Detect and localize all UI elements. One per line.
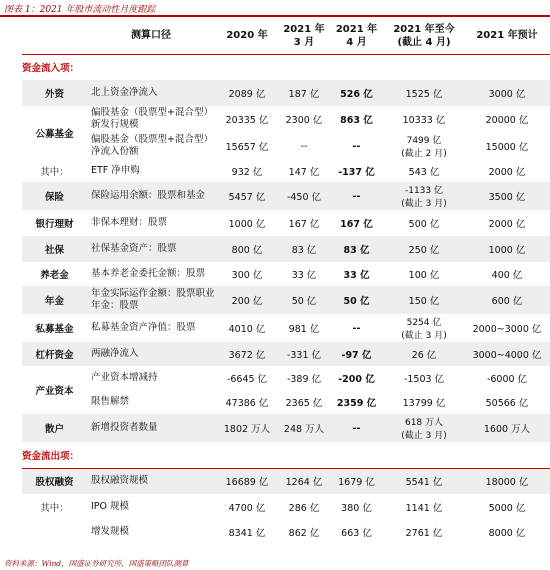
table-row: 年金 年金实际运作金额：股票职业年金：股票 200 亿 50 亿 50 亿 150 亿 600 亿 xyxy=(22,286,550,314)
table-row: 其中： IPO 规模 4700 亿 286 亿 380 亿 1141 亿 5000 亿 xyxy=(40,501,526,514)
table-row: 散户 新增投资者数量 1802 万人 248 万人 -- 618 万人 (截止 3 月) 1600 万人 xyxy=(22,414,550,442)
header-2020: 2020 年 xyxy=(226,30,268,42)
table-row: 偏股基金（股票型+混合型）净流入份额 15657 亿 -- -- 7499 亿 (截止 2 月) 15000 亿 xyxy=(91,134,529,159)
table-row: 养老金 基本养老金委托金额：股票 300 亿 33 亿 33 亿 100 亿 400 亿 xyxy=(40,268,523,281)
table-row: 私募基金 私募基金资产净值：股票 4010 亿 981 亿 -- 5254 亿 (截止 3 月) 2000~3000 亿 xyxy=(35,318,542,341)
source-footnote: 资料来源：Wind，国盛证券研究所，国盛策略团队测算 xyxy=(4,559,189,568)
table-row: 银行理财 非保本理财：股票 1000 亿 167 亿 167 亿 500 亿 2000 亿 xyxy=(35,217,526,230)
header-mar: 2021 年 3 月 xyxy=(283,23,325,48)
table-row: 限售解禁 47386 亿 2365 亿 2359 亿 13799 亿 50566 亿 xyxy=(91,396,529,409)
section-inflow-label: 资金流入项： xyxy=(22,54,550,80)
table-row: 社保 社保基金资产：股票 800 亿 83 亿 83 亿 250 亿 1000 亿 xyxy=(22,236,550,262)
header-basis: 测算口径 xyxy=(131,30,171,42)
section-outflow-label: 资金流出项： xyxy=(22,450,80,462)
table-row: 保险 保险运用余额：股票和基金 5457 亿 -450 亿 -- -1133 亿 (截止 3 月) 3500 亿 xyxy=(22,182,550,210)
top-rule xyxy=(0,15,550,17)
table-row: 股权融资 股权融资规模 16689 亿 1264 亿 1679 亿 5541 亿 18000 亿 xyxy=(22,468,550,494)
header-ytd: 2021 年至今 (截止 4 月) xyxy=(393,23,455,48)
header-forecast: 2021 年预计 xyxy=(476,30,538,42)
header-row xyxy=(22,18,550,54)
figure-title: 图表 1：2021 年股市流动性月度跟踪 xyxy=(4,5,156,15)
table-row: 公募基金 偏股基金（股票型+混合型）新发行规模 20335 亿 2300 亿 863 亿 10333 亿 20000 亿 xyxy=(35,107,529,140)
table-row: 其中： ETF 净申购 932 亿 147 亿 -137 亿 543 亿 2000 亿 xyxy=(40,165,526,178)
section-outflow-row xyxy=(22,442,550,468)
header-apr: 2021 年 4 月 xyxy=(335,23,378,48)
table-row: 产业资本 产业资本增减持 -6645 亿 -389 亿 -200 亿 -1503 亿 -6000 亿 xyxy=(35,372,528,397)
section-inflow-row xyxy=(22,54,550,80)
table-row: 外资 北上资金净流入 2089 亿 187 亿 526 亿 1525 亿 3000 亿 xyxy=(22,80,550,106)
table-row: 杠杆资金 两融净流入 3672 亿 -331 亿 -97 亿 26 亿 3000~4000 亿 xyxy=(22,342,550,366)
table-row: 增发规模 8341 亿 862 亿 663 亿 2761 亿 8000 亿 xyxy=(91,526,526,539)
liquidity-table xyxy=(22,18,550,544)
